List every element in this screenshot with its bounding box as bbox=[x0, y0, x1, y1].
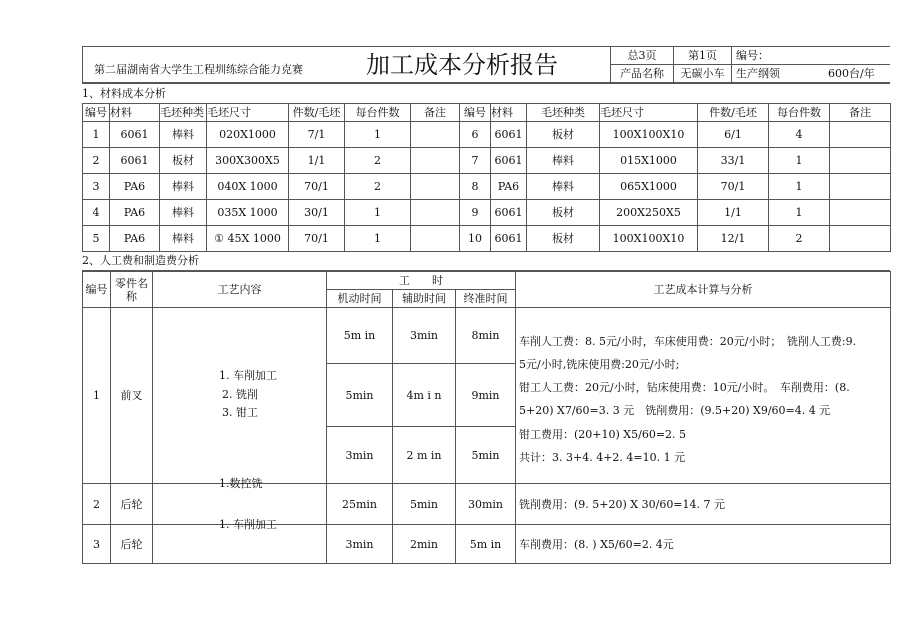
calc-cell bbox=[516, 308, 891, 484]
col-header: 备注 bbox=[830, 104, 891, 122]
section2-title-row bbox=[82, 251, 890, 271]
cell: 板材 bbox=[527, 226, 600, 252]
output-label: 生产纲领 bbox=[736, 67, 780, 80]
calc-line: 铣削费用：(9. 5+20) X 30/60=14. 7 元 bbox=[516, 484, 891, 525]
process-step: 3. 钳工 bbox=[222, 406, 258, 419]
cell bbox=[411, 148, 460, 174]
report-title: 加工成本分析报告 bbox=[366, 51, 558, 79]
time-aux: 2 m in bbox=[393, 427, 456, 484]
time-machine: 3min bbox=[327, 427, 393, 484]
time-final: 5min bbox=[456, 427, 516, 484]
col-header-part: 零件名称 bbox=[111, 272, 153, 308]
cell: 6/1 bbox=[698, 122, 769, 148]
col-header: 每台件数 bbox=[345, 104, 411, 122]
cell: 300X300X5 bbox=[207, 148, 289, 174]
cell: 棒料 bbox=[160, 174, 207, 200]
cell: 10 bbox=[460, 226, 491, 252]
time-final: 8min bbox=[456, 308, 516, 364]
cell: 100X100X10 bbox=[600, 226, 698, 252]
code-label: 编号： bbox=[732, 47, 891, 65]
cell: 30/1 bbox=[289, 200, 345, 226]
table-row bbox=[83, 122, 891, 148]
cell: 板材 bbox=[527, 122, 600, 148]
part-name: 后轮 bbox=[111, 525, 153, 564]
cell: 70/1 bbox=[289, 174, 345, 200]
section2-title: 2、人工费和制造费分析 bbox=[82, 254, 199, 267]
calc-line: 5元/小时,铣床使用费:20元/小时; bbox=[519, 358, 680, 371]
col-header-time: 工 时 bbox=[327, 272, 516, 290]
cell bbox=[830, 148, 891, 174]
cell: 2 bbox=[345, 174, 411, 200]
process-step: 1. 车削加工 bbox=[219, 369, 277, 382]
cell: ① 45X 1000 bbox=[207, 226, 289, 252]
cell: 棒料 bbox=[527, 148, 600, 174]
cell bbox=[411, 226, 460, 252]
cell: PA6 bbox=[110, 174, 160, 200]
cell bbox=[411, 174, 460, 200]
calc-line: 车削人工费：8. 5元/小时，车床使用费：20元/小时； 铣削人工费:9. bbox=[519, 335, 857, 348]
header-title-cell bbox=[83, 47, 611, 83]
cell: 2 bbox=[83, 148, 110, 174]
cell: 035X 1000 bbox=[207, 200, 289, 226]
calc-line: 钳工费用：(20+10) X5/60=2. 5 bbox=[519, 428, 687, 441]
page-number: 第1页 bbox=[674, 47, 732, 65]
material-table bbox=[82, 103, 891, 252]
cell: 3 bbox=[83, 174, 110, 200]
cell bbox=[411, 122, 460, 148]
cell: 7 bbox=[460, 148, 491, 174]
cell: 6061 bbox=[110, 148, 160, 174]
process-cell bbox=[153, 308, 327, 484]
cell: 6061 bbox=[491, 122, 527, 148]
col-header: 件数/毛坯 bbox=[289, 104, 345, 122]
cell: 100X100X10 bbox=[600, 122, 698, 148]
cell: 12/1 bbox=[698, 226, 769, 252]
time-machine: 3min bbox=[327, 525, 393, 564]
output-cell bbox=[732, 65, 891, 83]
cell bbox=[411, 200, 460, 226]
cell: 1 bbox=[83, 122, 110, 148]
output-value: 600台/年 bbox=[828, 67, 875, 80]
cell: 6061 bbox=[491, 226, 527, 252]
cell: 020X1000 bbox=[207, 122, 289, 148]
col-header-calc: 工艺成本计算与分析 bbox=[516, 272, 891, 308]
cell: 板材 bbox=[527, 200, 600, 226]
cell: 6061 bbox=[110, 122, 160, 148]
cell: PA6 bbox=[110, 200, 160, 226]
time-machine: 5m in bbox=[327, 308, 393, 364]
cell: 1 bbox=[345, 226, 411, 252]
part-name: 前叉 bbox=[111, 308, 153, 484]
cell: 1 bbox=[345, 122, 411, 148]
table-row bbox=[83, 148, 891, 174]
cell: 棒料 bbox=[160, 226, 207, 252]
header-table bbox=[82, 46, 890, 83]
cell: 70/1 bbox=[289, 226, 345, 252]
row-no: 2 bbox=[83, 484, 111, 525]
row-no: 3 bbox=[83, 525, 111, 564]
cell: 7/1 bbox=[289, 122, 345, 148]
time-final: 9min bbox=[456, 364, 516, 427]
calc-line: 共计：3. 3+4. 4+2. 4=10. 1 元 bbox=[519, 451, 686, 464]
time-aux: 5min bbox=[393, 484, 456, 525]
table-row bbox=[83, 174, 891, 200]
table-row bbox=[83, 200, 891, 226]
total-pages: 总3页 bbox=[611, 47, 674, 65]
col-header-no: 编号 bbox=[83, 272, 111, 308]
col-header: 毛坯种类 bbox=[160, 104, 207, 122]
cell: 70/1 bbox=[698, 174, 769, 200]
cell: 1 bbox=[345, 200, 411, 226]
cell bbox=[830, 200, 891, 226]
cell: 1 bbox=[769, 200, 830, 226]
row-no: 1 bbox=[83, 308, 111, 484]
time-aux: 2min bbox=[393, 525, 456, 564]
table-row bbox=[83, 484, 891, 525]
col-header: 件数/毛坯 bbox=[698, 104, 769, 122]
process-cell bbox=[153, 518, 327, 564]
col-header: 毛坯尺寸 bbox=[600, 104, 698, 122]
cell: 6 bbox=[460, 122, 491, 148]
cell: PA6 bbox=[110, 226, 160, 252]
col-header-machine: 机动时间 bbox=[327, 290, 393, 308]
cell: 015X1000 bbox=[600, 148, 698, 174]
part-name: 后轮 bbox=[111, 484, 153, 525]
col-header: 材料 bbox=[110, 104, 160, 122]
cell: 1 bbox=[769, 174, 830, 200]
cell bbox=[830, 174, 891, 200]
cell: 33/1 bbox=[698, 148, 769, 174]
col-header-aux: 辅助时间 bbox=[393, 290, 456, 308]
col-header-process: 工艺内容 bbox=[153, 272, 327, 308]
cell: PA6 bbox=[491, 174, 527, 200]
cell: 5 bbox=[83, 226, 110, 252]
col-header: 毛坯种类 bbox=[527, 104, 600, 122]
cell: 8 bbox=[460, 174, 491, 200]
product-name-value: 无碳小车 bbox=[674, 65, 732, 83]
competition-name: 第二届湖南省大学生工程圳练综合能力克赛 bbox=[94, 63, 303, 76]
process-step: 1.数控铣 bbox=[219, 477, 263, 490]
time-machine: 5min bbox=[327, 364, 393, 427]
process-step: 1. 车削加工 bbox=[219, 518, 277, 531]
cell: 1/1 bbox=[289, 148, 345, 174]
section1-title-row bbox=[82, 83, 890, 104]
time-machine: 25min bbox=[327, 484, 393, 525]
section1-title: 1、材料成本分析 bbox=[82, 87, 166, 100]
material-header-row bbox=[83, 104, 891, 122]
cell: 040X 1000 bbox=[207, 174, 289, 200]
calc-line: 5+20) X7/60=3. 3 元 铣削费用：(9.5+20) X9/60=4. 4 元 bbox=[519, 404, 831, 417]
col-header: 每台件数 bbox=[769, 104, 830, 122]
labor-table bbox=[82, 271, 891, 564]
time-aux: 3min bbox=[393, 308, 456, 364]
cell: 棒料 bbox=[160, 122, 207, 148]
labor-header-row bbox=[83, 272, 891, 290]
cell: 2 bbox=[345, 148, 411, 174]
col-header-final: 终准时间 bbox=[456, 290, 516, 308]
col-header: 编号 bbox=[83, 104, 110, 122]
col-header: 毛坯尺寸 bbox=[207, 104, 289, 122]
cell: 9 bbox=[460, 200, 491, 226]
cell bbox=[830, 226, 891, 252]
cell: 板材 bbox=[160, 148, 207, 174]
calc-line: 车削费用：(8. ) X5/60=2. 4元 bbox=[516, 525, 891, 564]
time-final: 5m in bbox=[456, 525, 516, 564]
col-header: 编号 bbox=[460, 104, 491, 122]
product-name-label: 产品名称 bbox=[611, 65, 674, 83]
calc-line: 钳工人工费：20元/小时，钻床使用费：10元/小时。 车削费用：(8. bbox=[519, 381, 850, 394]
cell: 1/1 bbox=[698, 200, 769, 226]
cell: 6061 bbox=[491, 200, 527, 226]
cell: 4 bbox=[769, 122, 830, 148]
cell: 065X1000 bbox=[600, 174, 698, 200]
time-final: 30min bbox=[456, 484, 516, 525]
cell: 棒料 bbox=[527, 174, 600, 200]
cell: 6061 bbox=[491, 148, 527, 174]
col-header: 材料 bbox=[491, 104, 527, 122]
cell: 2 bbox=[769, 226, 830, 252]
cell: 棒料 bbox=[160, 200, 207, 226]
cell bbox=[830, 122, 891, 148]
process-step: 2. 铣削 bbox=[222, 388, 258, 401]
table-row bbox=[83, 226, 891, 252]
time-aux: 4m i n bbox=[393, 364, 456, 427]
cell: 200X250X5 bbox=[600, 200, 698, 226]
cell: 1 bbox=[769, 148, 830, 174]
table-row bbox=[83, 525, 891, 564]
cell: 4 bbox=[83, 200, 110, 226]
table-row bbox=[83, 308, 891, 364]
col-header: 备注 bbox=[411, 104, 460, 122]
